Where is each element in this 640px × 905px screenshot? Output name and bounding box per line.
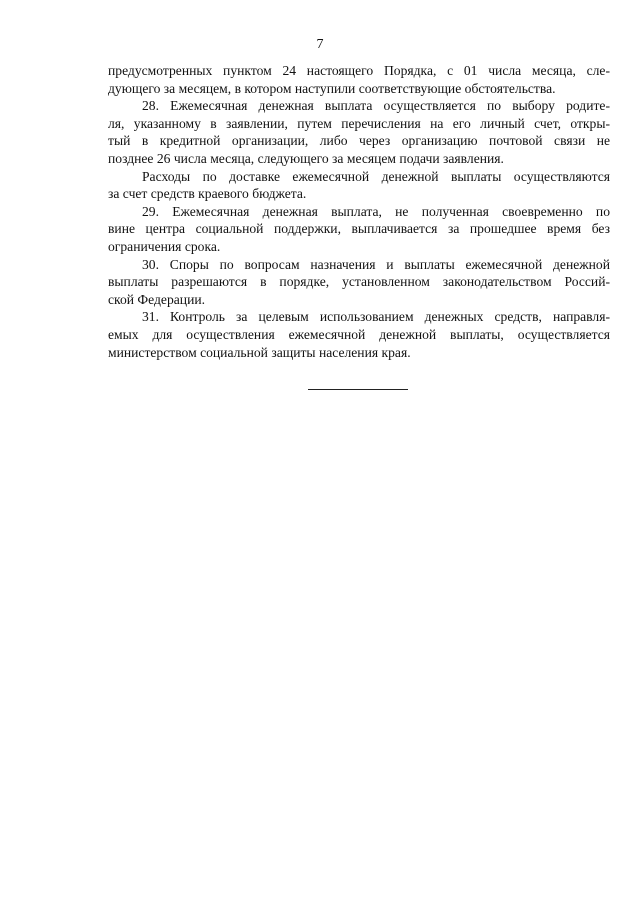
paragraph-28 [108,97,610,167]
end-separator-line [308,389,408,390]
text-line: за счет средств краевого бюджета. [108,186,307,202]
paragraph-30 [108,256,610,309]
text-line: позднее 26 числа месяца, следующего за месяцем подачи заявления. [108,150,504,166]
text-line: предусмотренных пунктом 24 настоящего Порядка, с 01 числа месяца, сле- [108,63,610,78]
text-line: 29. Ежемесячная денежная выплата, не полученная своевременно по [142,203,610,219]
paragraph-28-costs [108,168,610,203]
text-line: министерством социальной защиты населения края. [108,344,411,360]
text-line: ской Федерации. [108,291,206,307]
text-line: Расходы по доставке ежемесячной денежной выплаты осуществляются [142,168,610,184]
text-line: ограничения срока. [108,238,221,254]
text-line: выплаты разрешаются в порядке, установленном законодательством Россий- [108,274,610,290]
text-line: 31. Контроль за целевым использованием денежных средств, направля- [142,309,610,325]
paragraph-29 [108,203,610,256]
text-line: емых для осуществления ежемесячной денежной выплаты, осуществляется [108,326,610,342]
paragraph-27-continuation [108,62,610,97]
text-line: 28. Ежемесячная денежная выплата осуществляется по выбору родите- [142,98,610,114]
text-line: тый в кредитной организации, либо через организацию почтовой связи не [108,133,610,149]
text-line: дующего за месяцем, в котором наступили соответствующие обстоятельства. [108,80,556,96]
page-number: 7 [316,37,324,52]
document-body [108,62,610,361]
text-line: вине центра социальной поддержки, выплачивается за прошедшее время без [108,221,610,237]
paragraph-31 [108,308,610,361]
text-line: 30. Споры по вопросам назначения и выплаты ежемесячной денежной [142,256,610,272]
text-line: ля, указанному в заявлении, путем перечисления на его личный счет, откры- [108,115,610,131]
